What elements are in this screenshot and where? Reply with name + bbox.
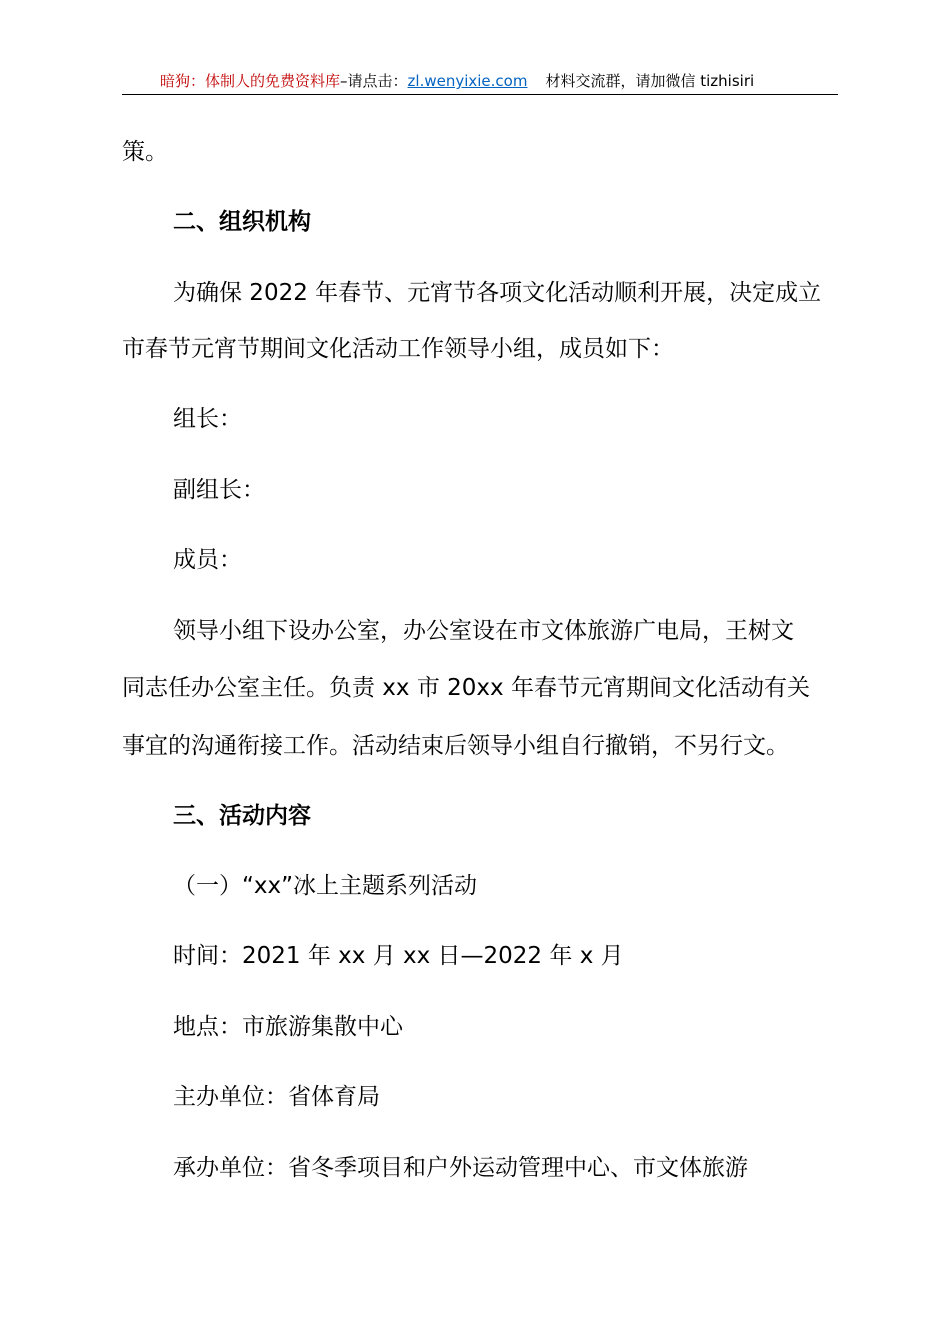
activity-time: 时间：2021 年 xx 月 xx 日—2022 年 x 月	[173, 943, 624, 969]
section-heading-organization: 二、组织机构	[173, 209, 311, 235]
paragraph-line: 市春节元宵节期间文化活动工作领导小组，成员如下：	[122, 336, 674, 362]
paragraph-line: 为确保 2022 年春节、元宵节各项文化活动顺利开展，决定成立	[173, 280, 822, 306]
header-link[interactable]: zl.wenyixie.com	[407, 72, 528, 90]
header-brand: 暗狗：体制人的免费资料库	[160, 72, 341, 90]
paragraph-line: 领导小组下设办公室，办公室设在市文体旅游广电局，王树文	[173, 618, 794, 644]
members-label: 成员：	[173, 547, 242, 573]
deputy-leader-label: 副组长：	[173, 477, 265, 503]
header-group-info: 材料交流群，请加微信 tizhisiri	[545, 72, 755, 90]
activity-organizer: 主办单位：省体育局	[173, 1084, 380, 1110]
paragraph-line: 事宜的沟通衔接工作。活动结束后领导小组自行撤销，不另行文。	[122, 733, 789, 759]
leader-label: 组长：	[173, 406, 242, 432]
page-header	[122, 68, 838, 95]
section-heading-activities: 三、活动内容	[173, 803, 311, 829]
paragraph-line: 同志任办公室主任。负责 xx 市 20xx 年春节元宵期间文化活动有关	[122, 675, 810, 701]
header-prompt: –请点击：	[340, 72, 408, 90]
paragraph-line: 策。	[122, 139, 168, 165]
subsection-heading: （一）“xx”冰上主题系列活动	[173, 873, 478, 899]
activity-location: 地点：市旅游集散中心	[173, 1014, 403, 1040]
activity-undertaker: 承办单位：省冬季项目和户外运动管理中心、市文体旅游	[173, 1155, 748, 1181]
